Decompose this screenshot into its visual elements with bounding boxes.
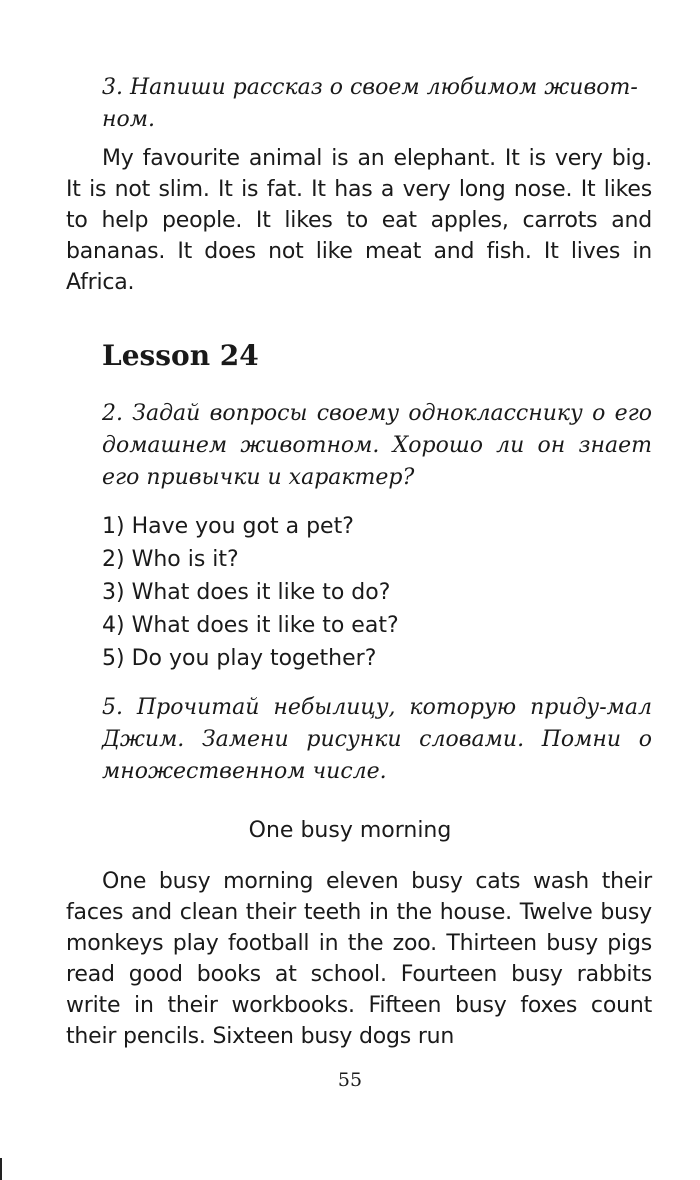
- page-edge-mark: [0, 1158, 2, 1180]
- story-paragraph: One busy morning eleven busy cats wash their faces and clean their teeth in the house. Twelve busy monkeys play football in the zoo. Thirteen busy pigs read good books at school. Fourteen busy rabbits write in their workbooks. Fifteen busy foxes count their pencils. Sixteen busy dogs run: [66, 869, 652, 1049]
- question-item: 5) Do you play together?: [102, 646, 377, 671]
- question-item: 4) What does it like to eat?: [102, 613, 399, 638]
- lesson-heading: Lesson 24: [102, 339, 259, 372]
- favourite-animal-paragraph: My favourite animal is an elephant. It is very big. It is not slim. It is fat. It has a very long nose. It likes to help people. It likes to eat apples, carrots and bananas. It does not like meat and fish. It lives in Africa.: [66, 146, 652, 295]
- task-3-line-1: 3. Напиши рассказ о своем любимом живот-: [102, 75, 638, 100]
- task-2-instruction: 2. Задай вопросы своему однокласснику о его домашнем животном. Хорошо ли он знает его привычки и характер?: [102, 401, 652, 490]
- question-list: [102, 510, 399, 675]
- question-item: 3) What does it like to do?: [102, 580, 391, 605]
- task-3-instruction: [102, 72, 652, 136]
- story-title: One busy morning: [248, 818, 452, 843]
- page-number: 55: [337, 1069, 363, 1091]
- question-item: 2) Who is it?: [102, 547, 239, 572]
- task-5-instruction: 5. Прочитай небылицу, которую приду-мал Джим. Замени рисунки словами. Помни о множественном числе.: [102, 695, 652, 784]
- question-item: 1) Have you got a pet?: [102, 514, 354, 539]
- task-3-line-2: ном.: [102, 107, 155, 132]
